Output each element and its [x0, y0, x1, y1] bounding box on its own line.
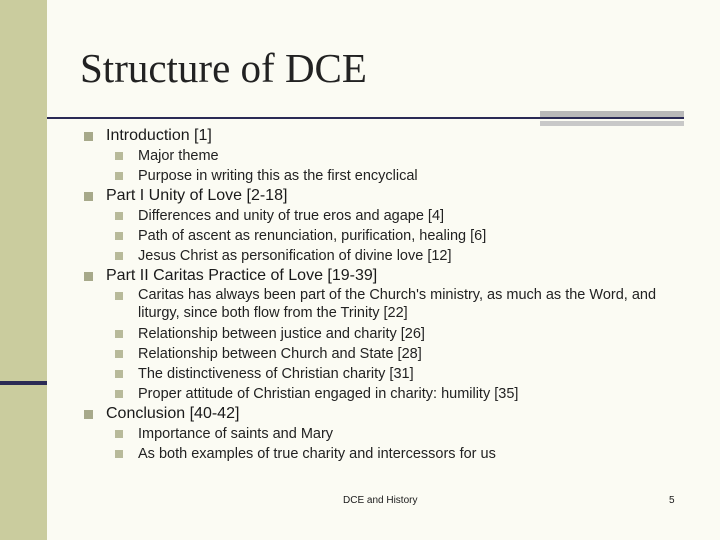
list-item-text: The distinctiveness of Christian charity [31] [138, 366, 414, 382]
square-bullet-icon [115, 450, 123, 458]
title-divider-accent [540, 111, 684, 117]
section-heading [84, 126, 684, 146]
list-item-text: Relationship between Church and State [28] [138, 346, 422, 362]
list-item [115, 424, 684, 444]
list-item-text: Major theme [138, 148, 219, 164]
section-part-two [84, 266, 684, 404]
list-item-text: Relationship between justice and charity [26] [138, 326, 425, 342]
square-bullet-icon [115, 350, 123, 358]
list-item-text: As both examples of true charity and intercessors for us [138, 446, 496, 462]
section-heading [84, 266, 684, 286]
list-item [115, 286, 684, 324]
list-item-text: Purpose in writing this as the first encyclical [138, 168, 418, 184]
list-item-text: Differences and unity of true eros and agape [4] [138, 208, 445, 224]
square-bullet-icon [115, 232, 123, 240]
section-introduction [84, 126, 684, 186]
list-item-text: Caritas has always been part of the Church's ministry, as much as the Word, and liturgy, since both flow from the Trinity [22] [138, 287, 657, 321]
list-item-text: Path of ascent as renunciation, purification, healing [6] [138, 228, 487, 244]
page-number: 5 [669, 495, 675, 506]
square-bullet-icon [115, 292, 123, 300]
section-heading [84, 186, 684, 206]
list-item [115, 246, 684, 266]
list-item [115, 226, 684, 246]
list-item [115, 324, 684, 344]
list-item [115, 166, 684, 186]
list-item-text: Jesus Christ as personification of divine love [12] [138, 248, 452, 264]
title-divider [47, 117, 684, 119]
list-item [115, 364, 684, 384]
section-heading-text: Conclusion [40-42] [106, 405, 240, 422]
list-item [115, 206, 684, 226]
section-part-one [84, 186, 684, 266]
square-bullet-icon [115, 370, 123, 378]
square-bullet-icon [84, 410, 93, 419]
footer-text: DCE and History [343, 495, 418, 506]
square-bullet-icon [115, 152, 123, 160]
section-heading-text: Part I Unity of Love [2-18] [106, 187, 288, 204]
section-heading-text: Part II Caritas Practice of Love [19-39] [106, 267, 378, 284]
square-bullet-icon [84, 272, 93, 281]
square-bullet-icon [115, 430, 123, 438]
section-heading-text: Introduction [1] [106, 127, 212, 144]
list-item [115, 344, 684, 364]
square-bullet-icon [115, 390, 123, 398]
square-bullet-icon [84, 132, 93, 141]
square-bullet-icon [115, 172, 123, 180]
list-item [115, 444, 684, 464]
square-bullet-icon [115, 212, 123, 220]
left-decorative-band [0, 0, 47, 540]
list-item-text: Importance of saints and Mary [138, 426, 334, 442]
square-bullet-icon [84, 192, 93, 201]
section-heading [84, 404, 684, 424]
list-item [115, 146, 684, 166]
square-bullet-icon [115, 252, 123, 260]
left-accent-line [0, 381, 47, 385]
section-conclusion [84, 404, 684, 464]
slide-body [84, 126, 684, 464]
list-item [115, 384, 684, 404]
square-bullet-icon [115, 330, 123, 338]
slide-title: Structure of DCE [80, 45, 367, 91]
list-item-text: Proper attitude of Christian engaged in charity: humility [35] [138, 386, 519, 402]
